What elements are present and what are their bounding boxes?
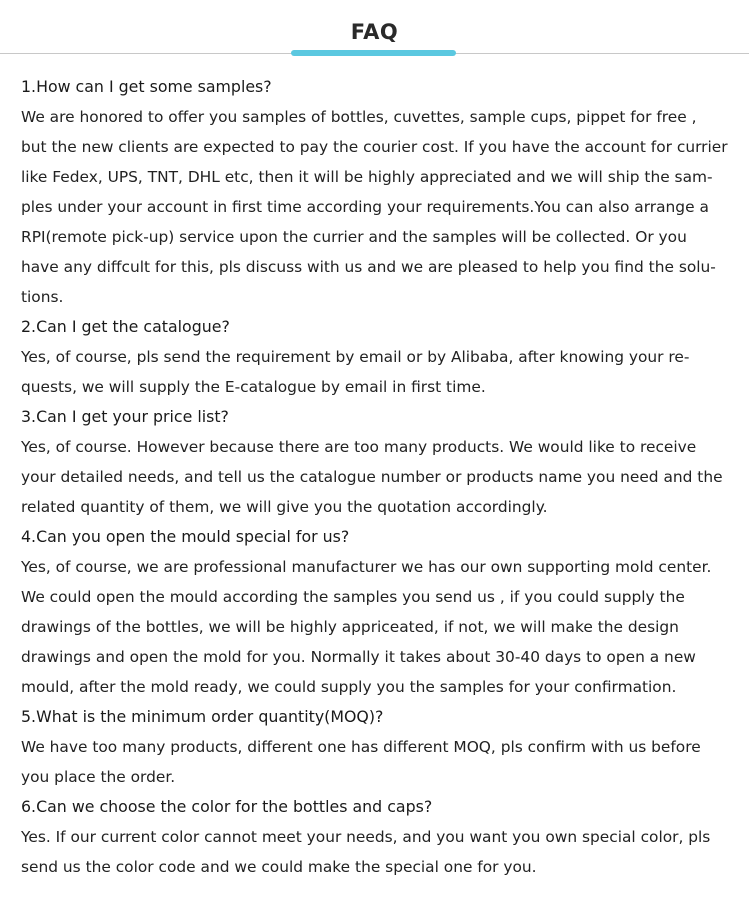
faq-answer-line: We are honored to offer you samples of bottles, cuvettes, sample cups, pippet for free , [21,108,697,126]
page-title: FAQ [350,20,399,44]
faq-answer-line: Yes, of course, we are professional manufacturer we has our own supporting mold center. [21,558,712,576]
faq-item-mould [21,522,733,702]
faq-answer-line: tions. [21,288,64,306]
faq-item-samples [21,72,733,312]
faq-answer-line: send us the color code and we could make the special one for you. [21,858,537,876]
faq-question: 5.What is the minimum order quantity(MOQ)? [21,707,384,726]
faq-header [0,0,749,60]
faq-answer-line: but the new clients are expected to pay the courier cost. If you have the account for currier [21,138,728,156]
faq-answer-line: you place the order. [21,768,176,786]
faq-answer-line: ples under your account in first time according your requirements.You can also arrange a [21,198,709,216]
faq-answer-line: drawings and open the mold for you. Normally it takes about 30-40 days to open a new [21,648,696,666]
faq-answer-line: mould, after the mold ready, we could supply you the samples for your confirmation. [21,678,677,696]
faq-answer-line: related quantity of them, we will give you the quotation accordingly. [21,498,548,516]
faq-item-catalogue [21,312,733,402]
faq-question: 3.Can I get your price list? [21,407,229,426]
faq-question: 4.Can you open the mould special for us? [21,527,350,546]
faq-answer-line: Yes. If our current color cannot meet your needs, and you want you own special color, pls [21,828,711,846]
faq-list [21,72,733,882]
faq-answer-line: have any diffcult for this, pls discuss with us and we are pleased to help you find the solu- [21,258,716,276]
faq-answer-line: Yes, of course. However because there are too many products. We would like to receive [21,438,697,456]
faq-item-color [21,792,733,882]
faq-answer-line: quests, we will supply the E-catalogue by email in first time. [21,378,486,396]
faq-question: 2.Can I get the catalogue? [21,317,230,336]
faq-question: 6.Can we choose the color for the bottles and caps? [21,797,433,816]
title-underline-accent [291,50,456,56]
faq-answer-line: drawings of the bottles, we will be highly appriceated, if not, we will make the design [21,618,679,636]
faq-answer-line: We could open the mould according the samples you send us , if you could supply the [21,588,685,606]
faq-question: 1.How can I get some samples? [21,77,272,96]
faq-answer-line: We have too many products, different one has different MOQ, pls confirm with us before [21,738,701,756]
faq-answer-line: like Fedex, UPS, TNT, DHL etc, then it will be highly appreciated and we will ship the sam- [21,168,713,186]
faq-answer-line: Yes, of course, pls send the requirement by email or by Alibaba, after knowing your re- [21,348,690,366]
faq-item-price-list [21,402,733,522]
faq-answer-line: your detailed needs, and tell us the catalogue number or products name you need and the [21,468,723,486]
faq-item-moq [21,702,733,792]
faq-answer-line: RPI(remote pick-up) service upon the currier and the samples will be collected. Or you [21,228,687,246]
